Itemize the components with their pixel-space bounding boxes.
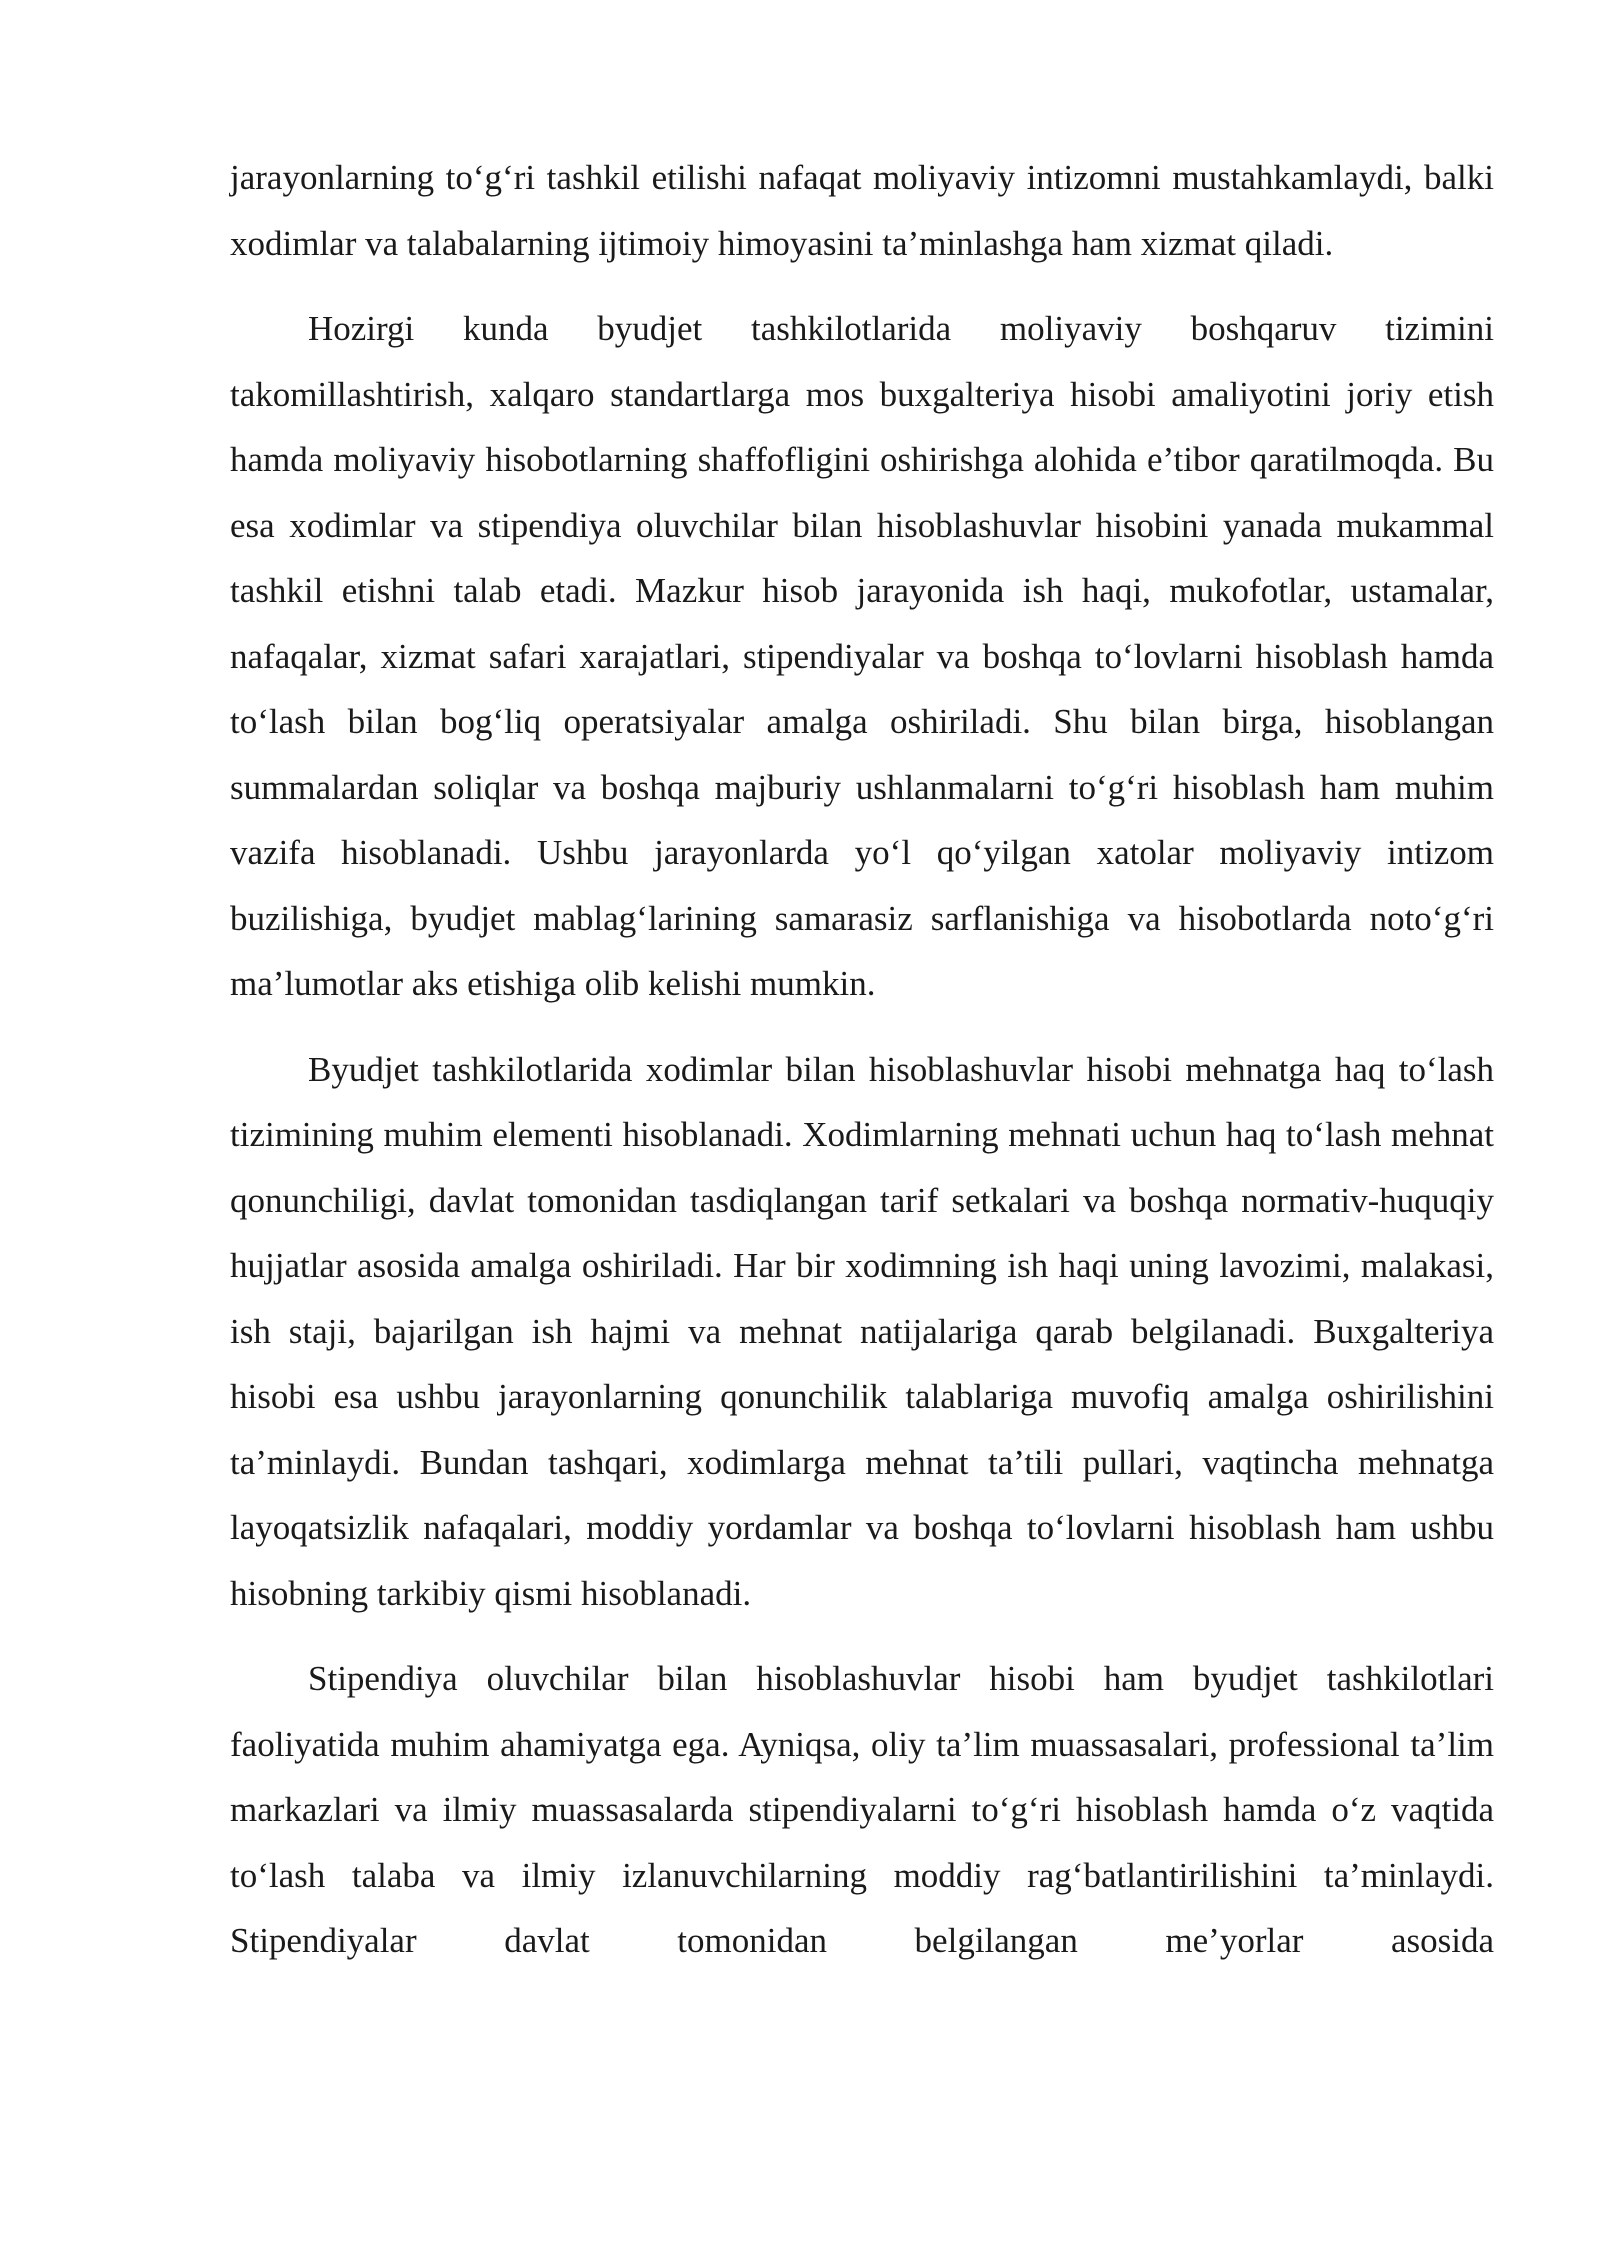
paragraph-2: Hozirgi kunda byudjet tashkilotlarida moliyaviy boshqaruv tizimini takomillashtirish, xalqaro standartlarga mos buxgalteriya hisobi amaliyotini joriy etish hamda moliyaviy hisobotlarning shaffofligini oshirishga alohida e’tibor qaratilmoqda. Bu esa xodimlar va stipendiya oluvchilar bilan hisoblashuvlar hisobini yanada mukammal tashkil etishni talab etadi. Mazkur hisob jarayonida ish haqi, mukofotlar, ustamalar, nafaqalar, xizmat safari xarajatlari, stipendiyalar va boshqa to‘lovlarni hisoblash hamda to‘lash bilan bog‘liq operatsiyalar amalga oshiriladi. Shu bilan birga, hisoblangan summalardan soliqlar va boshqa majburiy ushlanmalarni to‘g‘ri hisoblash ham muhim vazifa hisoblanadi. Ushbu jarayonlarda yo‘l qo‘yilgan xatolar moliyaviy intizom buzilishiga, byudjet mablag‘larining samarasiz sarflanishiga va hisobotlarda noto‘g‘ri ma’lumotlar aks etishiga olib kelishi mumkin.: [230, 309, 1494, 1003]
paragraph-1: jarayonlarning to‘g‘ri tashkil etilishi nafaqat moliyaviy intizomni mustahkamlaydi, balki xodimlar va talabalarning ijtimoiy himoyasini ta’minlashga ham xizmat qiladi.: [230, 158, 1494, 263]
paragraph-4: Stipendiya oluvchilar bilan hisoblashuvlar hisobi ham byudjet tashkilotlari faoliyatida muhim ahamiyatga ega. Ayniqsa, oliy ta’lim muassasalari, professional ta’lim markazlari va ilmiy muassasalarda stipendiyalarni to‘g‘ri hisoblash hamda o‘z vaqtida to‘lash talaba va ilmiy izlanuvchilarning moddiy rag‘batlantirilishini ta’minlaydi. Stipendiyalar davlat tomonidan belgilangan me’yorlar asosida: [230, 1659, 1494, 1960]
document-body: [230, 145, 1494, 1974]
paragraph-3: Byudjet tashkilotlarida xodimlar bilan hisoblashuvlar hisobi mehnatga haq to‘lash tizimining muhim elementi hisoblanadi. Xodimlarning mehnati uchun haq to‘lash mehnat qonunchiligi, davlat tomonidan tasdiqlangan tarif setkalari va boshqa normativ-huquqiy hujjatlar asosida amalga oshiriladi. Har bir xodimning ish haqi uning lavozimi, malakasi, ish staji, bajarilgan ish hajmi va mehnat natijalariga qarab belgilanadi. Buxgalteriya hisobi esa ushbu jarayonlarning qonunchilik talablariga muvofiq amalga oshirilishini ta’minlaydi. Bundan tashqari, xodimlarga mehnat ta’tili pullari, vaqtincha mehnatga layoqatsizlik nafaqalari, moddiy yordamlar va boshqa to‘lovlarni hisoblash ham ushbu hisobning tarkibiy qismi hisoblanadi.: [230, 1049, 1494, 1613]
